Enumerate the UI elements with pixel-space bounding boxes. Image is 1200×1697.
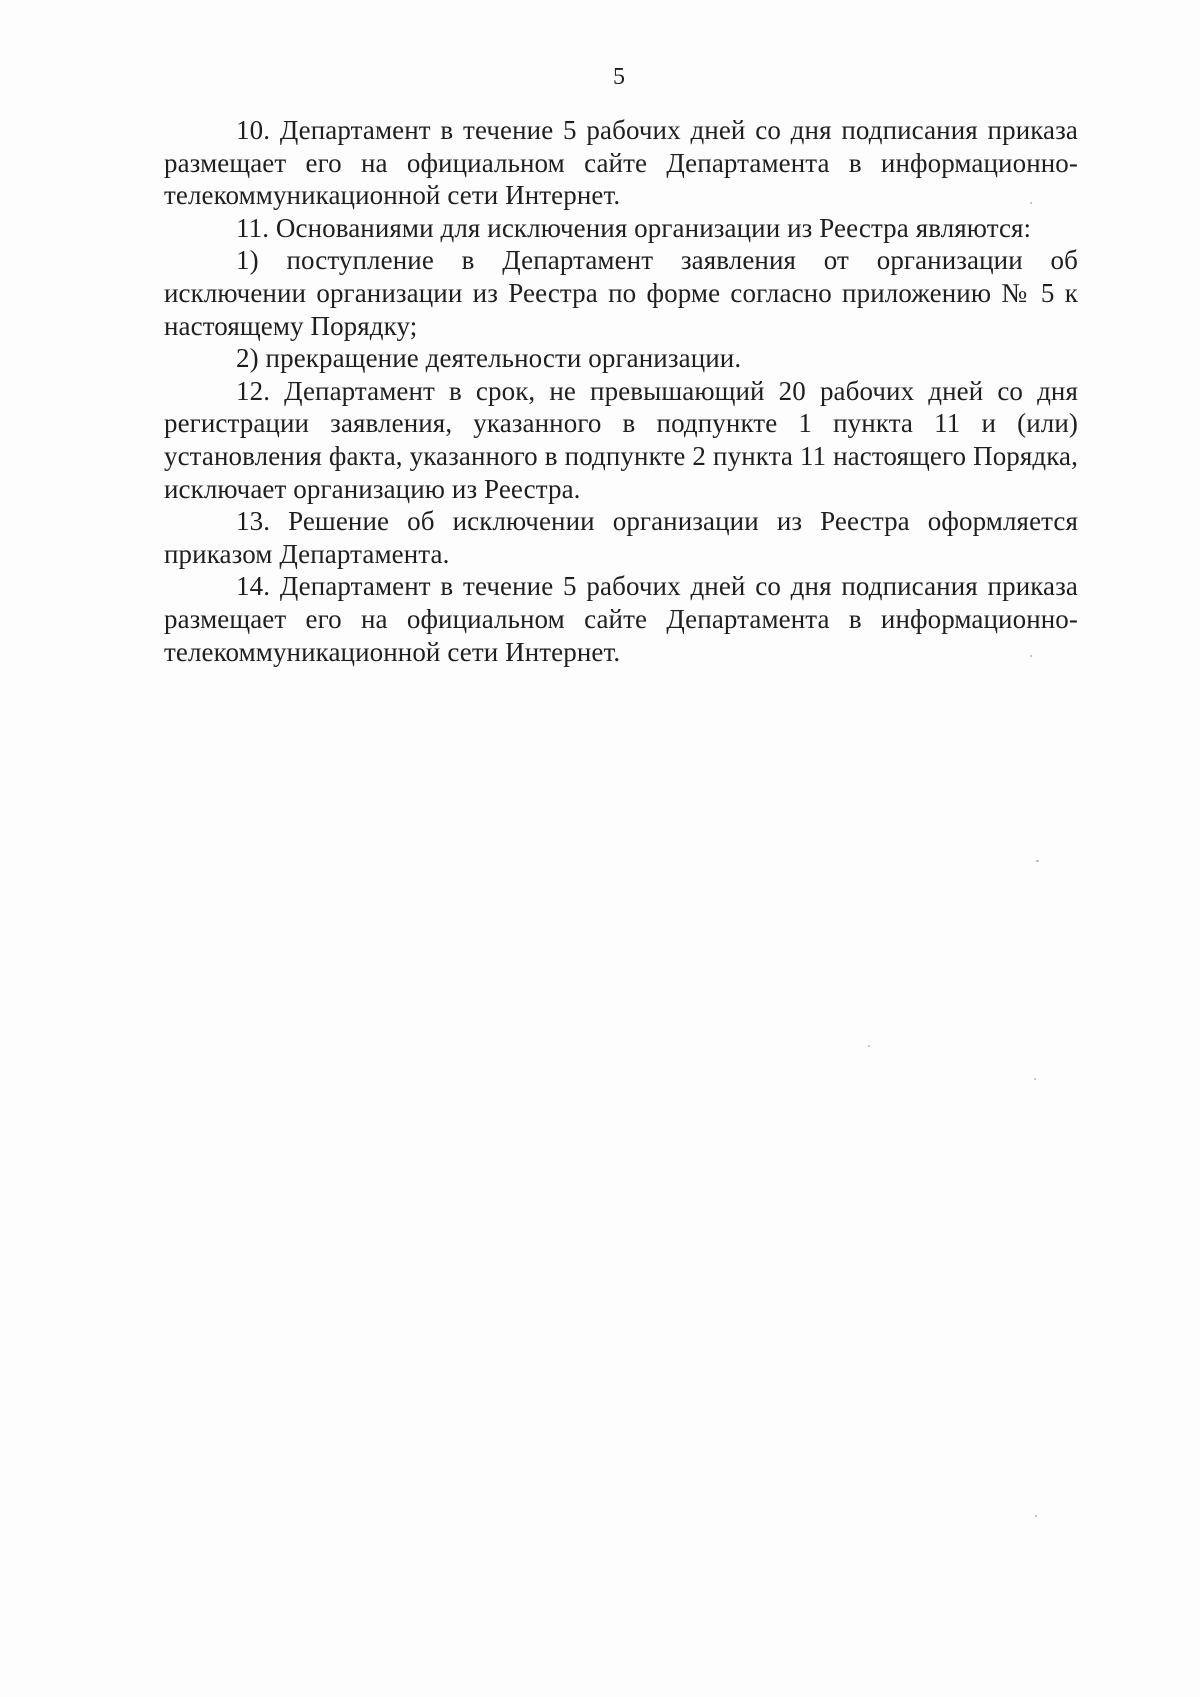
paragraph-11: 11. Основаниями для исключения организации из Реестра являются:: [236, 212, 1032, 243]
scan-speck: [1036, 860, 1039, 862]
paragraph-14: 14. Департамент в течение 5 рабочих дней со дня подписания приказа размещает его на официальном сайте Департамента в информационно-телекоммуникационной сети Интернет.: [164, 571, 1078, 667]
paragraph-13: 13. Решение об исключении организации из Реестра оформляется приказом Департамента.: [164, 506, 1078, 569]
paragraph-12: 12. Департамент в срок, не превышающий 20 рабочих дней со дня регистрации заявления, указанного в подпункте 1 пункта 11 и (или) установления факта, указанного в подпункте 2 пункта 11 настоящего Порядка, исключает организацию из Реестра.: [164, 375, 1078, 504]
page-number: 5: [613, 64, 625, 90]
scan-speck: [868, 1045, 870, 1047]
subparagraph-11-1: 1) поступление в Департамент заявления от организации об исключении организации из Реестра по форме согласно приложению № 5 к настоящему Порядку;: [164, 245, 1078, 341]
document-body: [164, 114, 1078, 668]
paragraph-10: 10. Департамент в течение 5 рабочих дней со дня подписания приказа размещает его на официальном сайте Департамента в информационно-телекоммуникационной сети Интернет.: [164, 115, 1078, 211]
scan-speck: [1035, 1515, 1037, 1517]
subparagraph-11-2: 2) прекращение деятельности организации.: [236, 343, 742, 374]
scan-speck: [1030, 202, 1032, 204]
scan-speck: [1034, 1078, 1036, 1080]
scan-speck: [1030, 655, 1032, 657]
